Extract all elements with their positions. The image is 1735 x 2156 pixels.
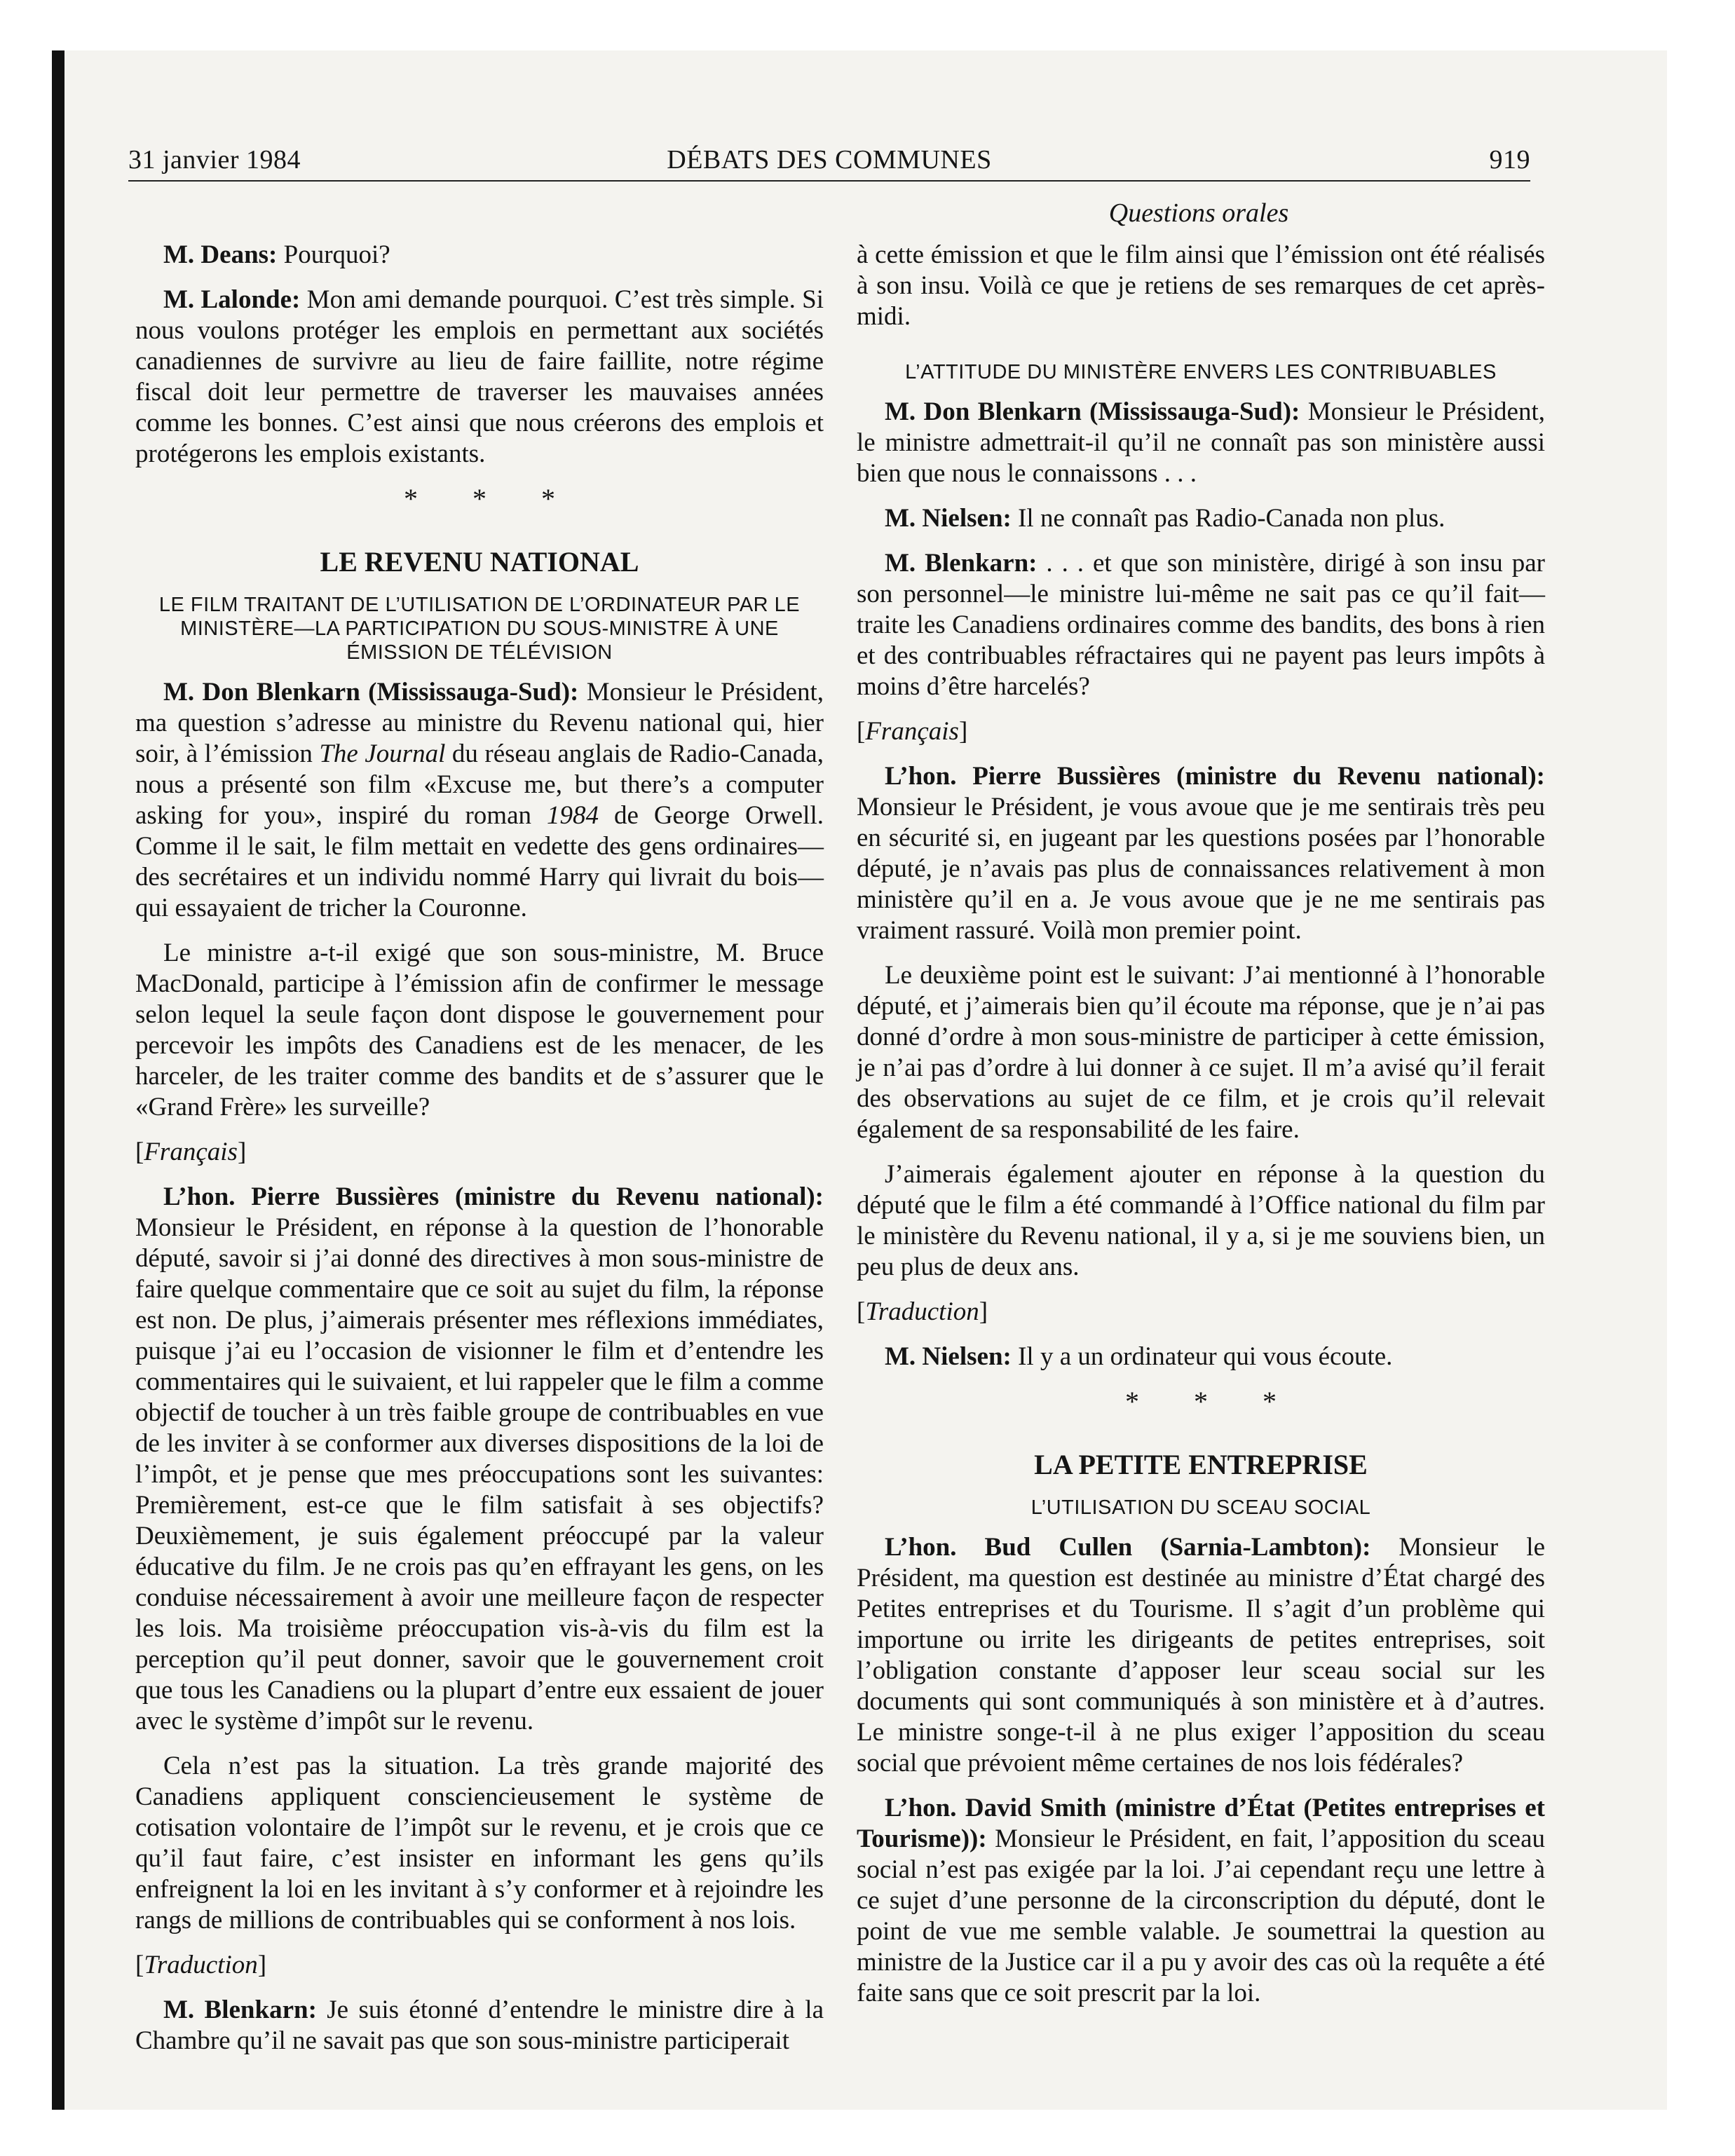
paragraph (135, 240, 824, 271)
paragraph: à cette émission et que le film ainsi que l’émission ont été réalisés à son insu. Voilà ce que je retiens de ses remarques de cet après-midi. (857, 240, 1545, 331)
speaker-name: L’hon. Pierre Bussières (ministre du Revenu national): (163, 1182, 824, 1211)
speech-text: Il y a un ordinateur qui vous écoute. (1011, 1342, 1393, 1371)
paragraph: J’aimerais également ajouter en réponse à la question du député que le film a été commandé à l’Office national du film par le ministère du Revenu national, il y a, si je me souviens bien, un peu plus de deux ans. (857, 1160, 1545, 1281)
paragraph (135, 1182, 824, 1737)
running-head: Questions orales (1108, 198, 1289, 228)
section-subtitle: L’UTILISATION DU SCEAU SOCIAL (1030, 1496, 1371, 1519)
speech-text: Monsieur le Président, le ministre admettrait-il qu’il ne connaît pas son ministère aussi bien que nous le connaissons . . . (857, 397, 1545, 488)
header-date: 31 janvier 1984 (128, 145, 301, 175)
speech-text: Monsieur le Président, en réponse à la question de l’honorable député, savoir si j’ai donné des directives à mon sous-ministre de faire quelque commentaire que ce soit au sujet du film, la réponse est non. De plus, j’aimerais présenter mes réflexions immédiates, puisque j’ai eu l’occasion de visionner le film et d’entendre les commentaires qui le suivaient, et lui rappeler que le film a comme objectif de toucher à un très faible groupe de contribuables en vue de les inviter à se conformer aux diverses dispositions de la loi de l’impôt, et je pense que mes préoccupations sont les suivantes: Premièrement, est-ce que le film satisfait à ses objectifs? Deuxièmement, je suis également préoccupé par la valeur éducative du film. Je ne crois pas qu’en effrayant les gens, on les conduise nécessairement à avoir une meilleure façon de respecter les lois. Ma troisième préoccupation vis-à-vis du film est la perception qu’il peut donner, savoir que le gouvernement croit que tous les Canadiens ou la plupart d’entre eux essaient de jouer avec le système d’impôt sur le revenu. (135, 1213, 824, 1735)
speech-text: Pourquoi? (277, 240, 390, 269)
paragraph (857, 1342, 1545, 1372)
paragraph (857, 1532, 1545, 1779)
speaker-name: M. Don Blenkarn (Mississauga-Sud): (163, 678, 579, 707)
speaker-name: M. Nielsen: (885, 1342, 1012, 1371)
section-separator: * * * (1125, 1386, 1300, 1417)
paragraph (857, 397, 1545, 489)
speaker-name: M. Don Blenkarn (Mississauga-Sud): (885, 397, 1300, 426)
paragraph (135, 285, 824, 470)
scan-edge (52, 50, 64, 2110)
speech-text: Il ne connaît pas Radio-Canada non plus. (1011, 504, 1445, 533)
right-column (857, 240, 1545, 2023)
language-tag: [ Traduction ] (135, 1950, 824, 1981)
speech-text: Monsieur le Président, je vous avoue que je me sentirais très peu en sécurité si, en jugeant par les questions posées par l’honorable député, je n’avais pas plus de connaissances relativement à mon ministère qu’il en a. Je vous avoue que je ne me sentirais pas vraiment rassuré. Voilà mon premier point. (857, 793, 1545, 945)
speaker-name: M. Blenkarn: (163, 1995, 317, 2024)
left-column (135, 240, 824, 2070)
paragraph (135, 1995, 824, 2056)
section-subtitle: L’ATTITUDE DU MINISTÈRE ENVERS LES CONTRIBUABLES (905, 361, 1497, 383)
speaker-name: M. Nielsen: (885, 504, 1012, 533)
speaker-name: L’hon. David Smith (ministre d’État (Petites entreprises et Tourisme)): (857, 1794, 1545, 1853)
language-tag: [ Français ] (135, 1137, 824, 1168)
speech-text: Monsieur le Président, ma question est destinée au ministre d’État chargé des Petites entreprises et du Tourisme. Il s’agit d’un problème qui importune ou irrite les dirigeants de petites entreprises, soit l’obligation constante d’apposer leur sceau social sur les documents qui sont communiqués à son ministère et à d’autres. Le ministre songe-t-il à ne plus exiger l’apposition du sceau social que prévoient même certaines de nos lois fédérales? (857, 1533, 1545, 1778)
speech-text: Mon ami demande pourquoi. C’est très simple. Si nous voulons protéger les emplois en permettant aux sociétés canadiennes de survivre au lieu de faire faillite, notre régime fiscal doit leur permettre de traverser les mauvaises années comme les bonnes. C’est ainsi que nous créerons des emplois et protégerons les emplois existants. (135, 285, 824, 468)
speaker-name: L’hon. Pierre Bussières (ministre du Revenu national): (885, 762, 1545, 791)
language-tag: [ Traduction ] (857, 1297, 1545, 1328)
header-title: DÉBATS DES COMMUNES (667, 145, 992, 175)
section-subtitle: LE FILM TRAITANT DE L’UTILISATION DE L’ORDINATEUR PAR LE MINISTÈRE—LA PARTICIPATION DU SOUS-MINISTRE À UNE ÉMISSION DE TÉLÉVISION (158, 594, 801, 664)
section-title: LA PETITE ENTREPRISE (1034, 1449, 1368, 1480)
speech-text: de George Orwell. Comme il le sait, le film mettait en vedette des gens ordinaires—des secrétaires et un individu nommé Harry qui livrait du bois—qui essayaient de tricher la Couronne. (135, 801, 824, 922)
section-separator: * * * (404, 483, 579, 514)
speech-text: du réseau anglais de Radio-Canada, nous a présenté son film «Excuse me, but there’s a computer asking for you», inspiré du roman (135, 739, 824, 830)
novel-title: 1984 (546, 801, 599, 830)
paragraph: Le deuxième point est le suivant: J’ai mentionné à l’honorable député, et j’aimerais bien qu’il écoute ma réponse, que je n’ai pas donné d’ordre à mon sous-ministre de participer à cette émission, je n’ai pas d’ordre à lui donner à ce sujet. Il m’a avisé qu’il ferait des observations au sujet de ce film, et je crois qu’il relevait également de sa responsabilité de les faire. (857, 961, 1545, 1144)
speaker-name: L’hon. Bud Cullen (Sarnia-Lambton): (885, 1533, 1371, 1562)
speaker-name: M. Lalonde: (163, 285, 301, 314)
paragraph (857, 761, 1545, 946)
speech-text: Je suis étonné d’entendre le ministre dire à la Chambre qu’il ne savait pas que son sous-ministre participerait (135, 1995, 824, 2055)
speech-text: . . . et que son ministère, dirigé à son insu par son personnel—le ministre lui-même ne sait pas ce qu’il fait—traite les Canadiens ordinaires comme des bandits, des bons à rien et des contribuables réfractaires qui ne payent pas leurs impôts à moins d’être harcelés? (857, 549, 1545, 701)
paragraph (857, 503, 1545, 534)
paragraph (135, 677, 824, 924)
speaker-name: M. Deans: (163, 240, 278, 269)
speech-text: Monsieur le Président, ma question s’adresse au ministre du Revenu national qui, hier soir, à l’émission (135, 678, 824, 768)
page-header (128, 144, 1530, 184)
language-tag: [ Français ] (857, 716, 1545, 747)
section-title: LE REVENU NATIONAL (320, 546, 639, 578)
paragraph: Cela n’est pas la situation. La très grande majorité des Canadiens appliquent consciencieusement le système de cotisation volontaire de l’impôt sur le revenu, et je crois que ce qu’il faut faire, c’est insister en informant les gens qu’ils enfreignent la loi en les invitant à s’y conformer et à rejoindre les rangs de millions de contribuables qui se conforment à nos lois. (135, 1752, 824, 1935)
speech-text: Monsieur le Président, en fait, l’apposition du sceau social n’est pas exigée par la loi. J’ai cependant reçu une lettre à ce sujet d’une personne de la circonscription du député, dont le point de vue me semble valable. Je soumettrai la question au ministre de la Justice car il a pu y avoir des cas où la requête a été faite sans que ce soit prescrit par la loi. (857, 1824, 1545, 2007)
page-number: 919 (1489, 145, 1530, 175)
speaker-name: M. Blenkarn: (885, 549, 1037, 578)
program-title: The Journal (319, 739, 446, 768)
paragraph (857, 548, 1545, 702)
paragraph: Le ministre a-t-il exigé que son sous-ministre, M. Bruce MacDonald, participe à l’émission afin de confirmer le message selon lequel la seule façon dont dispose le gouvernement pour percevoir les impôts des Canadiens est de les menacer, de les harceler, de les traiter comme des bandits et de s’assurer que le «Grand Frère» les surveille? (135, 939, 824, 1121)
paragraph (857, 1793, 1545, 2009)
header-rule (128, 180, 1530, 182)
